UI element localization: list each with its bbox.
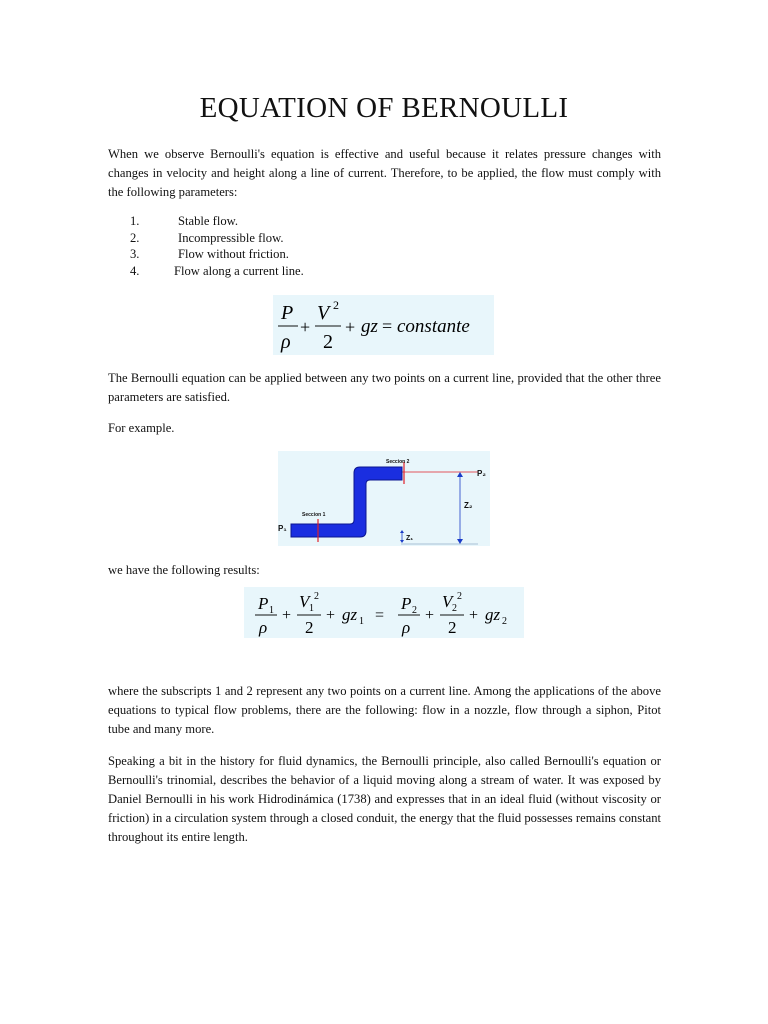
list-text: Stable flow. — [178, 214, 239, 228]
eq2-p2: P — [401, 594, 412, 613]
eq-equals: = — [382, 316, 393, 336]
p1-label: P₁ — [278, 524, 287, 533]
eq2-plus: + — [425, 607, 435, 624]
eq-v: V — [317, 302, 330, 324]
z1-label: Z₁ — [406, 535, 414, 542]
paragraph-for-example: For example. — [108, 421, 175, 435]
eq2-v1: V — [299, 592, 310, 611]
eq-plus: + — [345, 317, 356, 337]
list-text: Flow along a current line. — [174, 263, 304, 278]
eq2-sub: 2 — [502, 616, 507, 627]
pipe-shape — [291, 467, 402, 537]
paragraph-current-line: The Bernoulli equation can be applied between any two points on a current line, provided that the other three parameters are satisfied. — [108, 371, 661, 404]
z2-arrow-down — [457, 539, 463, 544]
z1-arrow-down — [400, 540, 404, 543]
z2-arrow-up — [457, 472, 463, 477]
eq2-sub: 1 — [269, 605, 274, 616]
eq2-rho: ρ — [402, 618, 411, 637]
bernoulli-two-point-equation — [244, 587, 524, 638]
eq2-rho: ρ — [259, 618, 268, 637]
eq-two: 2 — [323, 331, 333, 353]
z1-arrow-up — [400, 530, 404, 533]
bernoulli-equation — [273, 295, 494, 355]
seccion-2-label: Seccion 2 — [386, 459, 410, 465]
document-title: EQUATION OF BERNOULLI — [199, 92, 569, 124]
eq2-gz: gz — [342, 605, 358, 624]
eq2-plus: + — [326, 607, 336, 624]
eq-p: P — [281, 302, 294, 324]
eq2-sub: 1 — [359, 616, 364, 627]
eq2-sub: 1 — [309, 603, 314, 614]
eq2-plus: + — [282, 607, 292, 624]
seccion-1-label: Seccion 1 — [302, 512, 326, 518]
list-text: Flow without friction. — [178, 247, 289, 261]
list-text: Incompressible flow. — [178, 230, 284, 245]
list-number: 4. — [130, 263, 140, 278]
eq2-equals: = — [375, 607, 385, 624]
paragraph-applications: where the subscripts 1 and 2 represent any two points on a current line. Among the applications of the above equations to typical flow problems, there are the following: flow in a nozzle, flow through a siphon, Pitot tube and many more. — [108, 684, 661, 736]
eq2-sub: 2 — [452, 603, 457, 614]
paragraph-history: Speaking a bit in the history for fluid dynamics, the Bernoulli principle, also called Bernoulli's equation or Bernoulli's trinomial, describes the behavior of a liquid moving along a stream of water. It was exposed by Daniel Bernoulli in his work Hidrodinámica (1738) and expresses that in an ideal fluid (without viscosity or friction) in a circulation system through a closed conduit, the energy that the fluid possesses remains constant throughout its entire length. — [108, 754, 661, 844]
p2-label: P₂ — [477, 469, 486, 478]
eq2-exponent: 2 — [457, 591, 462, 602]
pipe-diagram — [278, 451, 490, 546]
list-number: 1. — [130, 214, 140, 228]
eq2-two: 2 — [305, 618, 314, 637]
eq2-plus: + — [469, 607, 479, 624]
z2-label: Z₂ — [464, 501, 473, 510]
eq-rho: ρ — [281, 331, 291, 353]
intro-paragraph: When we observe Bernoulli's equation is effective and useful because it relates pressure changes with changes in velocity and height along a line of current. Therefore, to be applied, the flow must comply with the following parameters: — [108, 147, 661, 199]
eq2-v2: V — [442, 592, 453, 611]
paragraph-results: we have the following results: — [108, 563, 260, 577]
list-number: 3. — [130, 247, 140, 261]
eq-gz: gz — [361, 316, 378, 337]
list-number: 2. — [130, 230, 140, 245]
eq2-p1: P — [258, 594, 269, 613]
eq2-exponent: 2 — [314, 591, 319, 602]
eq2-two: 2 — [448, 618, 457, 637]
eq-constante: constante — [397, 316, 470, 337]
eq2-gz: gz — [485, 605, 501, 624]
eq2-sub: 2 — [412, 605, 417, 616]
eq-plus: + — [300, 317, 311, 337]
eq-exponent: 2 — [333, 298, 339, 312]
